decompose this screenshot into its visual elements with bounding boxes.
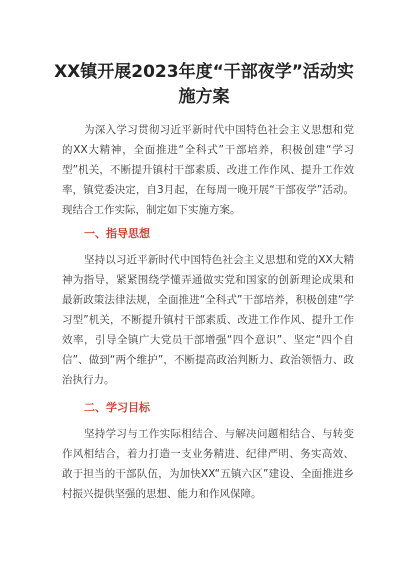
learning-goals-paragraph: 坚持学习与工作实际相结合、与解决问题相结合、与转变作风相结合，着力打造一支业务精进、纪律严明、务实高效、敢于担当的干部队伍，为加快XX“五镇六区”建设、全面推进乡村振兴提供坚强的思想、能力和作风保障。 (62, 428, 354, 500)
section-heading-learning-goals: 二、学习目标 (84, 401, 150, 414)
intro-paragraph: 为深入学习贯彻习近平新时代中国特色社会主义思想和党的XX大精神，全面推进“全科式”干部培养，积极创建“学习型”机关，不断提升镇村干部素质、改进工作作风、提升工作效率，镇党委决定，自3月起，在每周一晚开展“干部夜学”活动。现结合工作实际，制定如下实施方案。 (62, 124, 354, 216)
document-title: XX镇开展2023年度“干部夜学”活动实施方案 (54, 62, 354, 107)
section-heading-guiding-ideology: 一、指导思想 (84, 227, 150, 240)
guiding-ideology-paragraph: 坚持以习近平新时代中国特色社会主义思想和党的XX大精神为指导，紧紧围绕学懂弄通做实党和国家的创新理论成果和最新政策法律法规，全面推进“全科式”干部培养，积极创建“学习型”机关，不断提升镇村干部素质、改进工作作风、提升工作效率，引导全镇广大党员干部增强“四个意识”、坚定“四个自信”、做到“两个维护”，不断提高政治判断力、政治领悟力、政治执行力。 (62, 254, 354, 386)
